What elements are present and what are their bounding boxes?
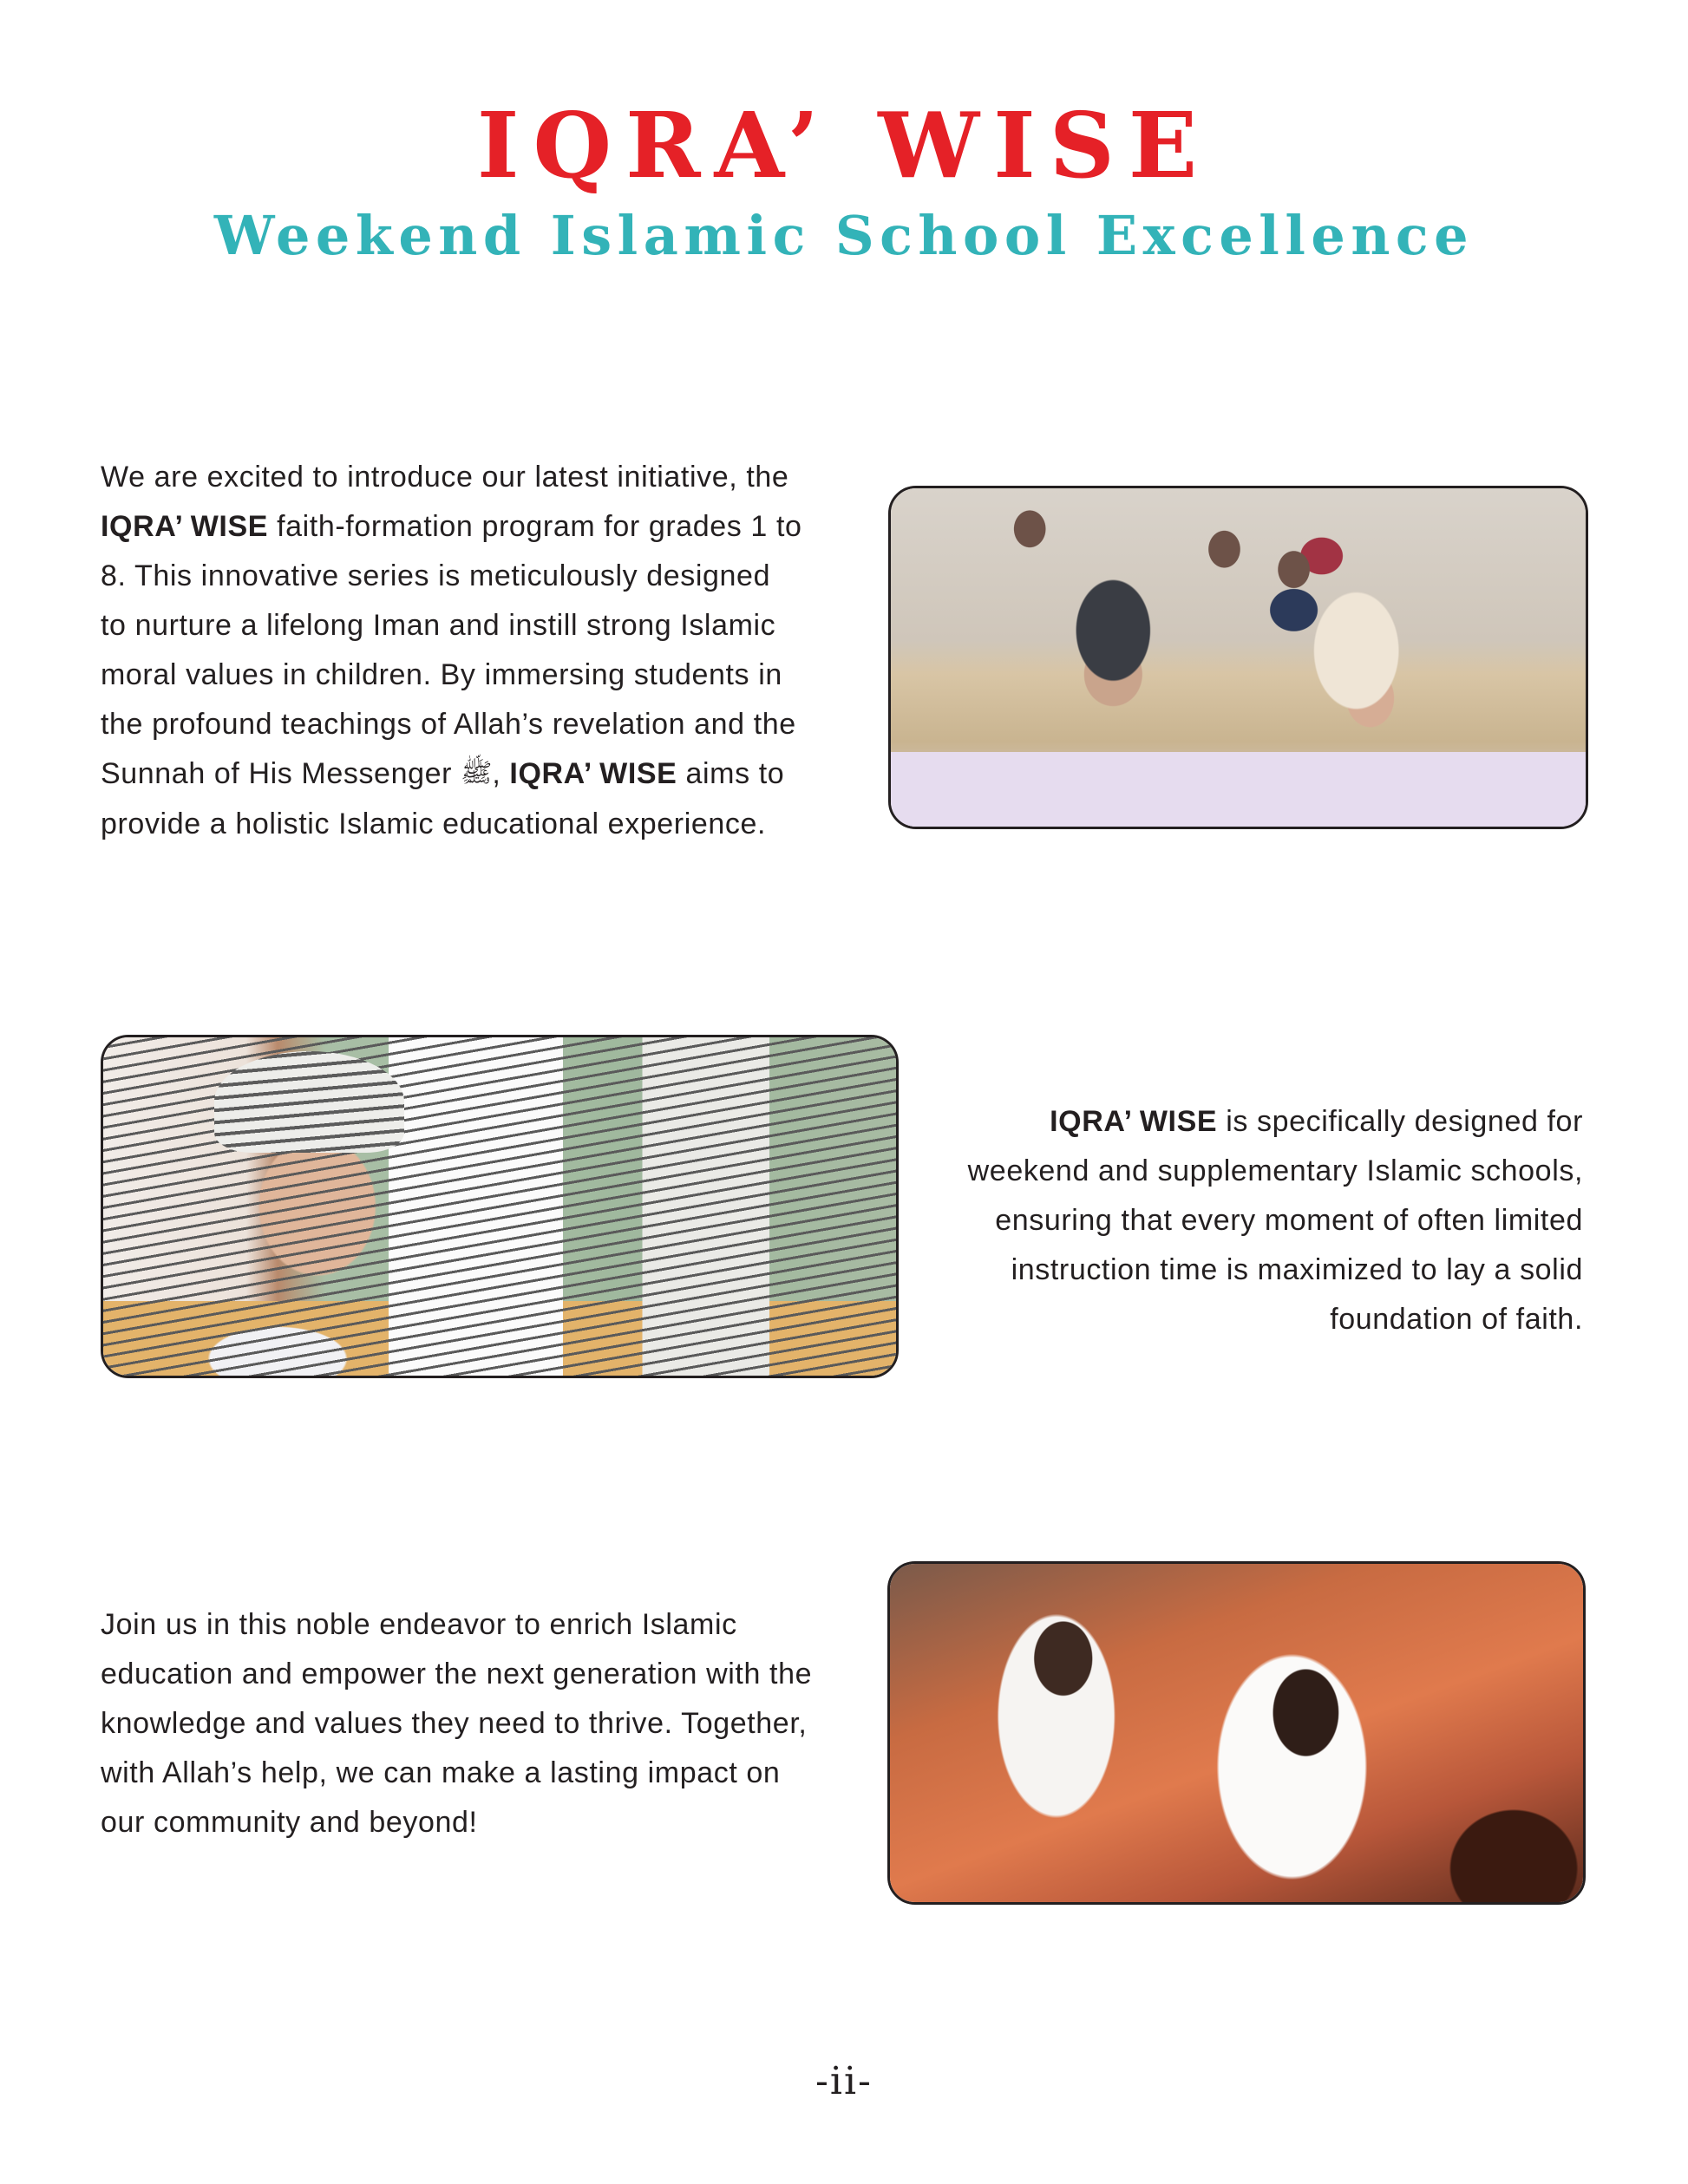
design-paragraph: [902, 1097, 1583, 1344]
text-run: aims to: [677, 757, 785, 790]
text-run: with Allah’s help, we can make a lasting impact on: [101, 1756, 781, 1789]
text-run: foundation of faith.: [1330, 1303, 1583, 1336]
paragraph-line: [101, 651, 864, 700]
boy-photo-image: [103, 1037, 896, 1376]
program-name: IQRA’ WISE: [101, 510, 269, 543]
page-subtitle: Weekend Islamic School Excellence: [213, 204, 1475, 267]
text-run: knowledge and values they need to thrive. Together,: [101, 1707, 808, 1740]
text-run: is specifically designed for: [1217, 1105, 1583, 1138]
paragraph-line: [101, 1749, 864, 1798]
text-run: faith-formation program for grades 1 to: [268, 510, 802, 543]
paragraph-line: [101, 552, 864, 601]
paragraph-line: [101, 601, 864, 651]
classroom-photo: [888, 486, 1588, 829]
text-run: to nurture a lifelong Iman and instill strong Islamic: [101, 609, 776, 642]
paragraph-line: [101, 1798, 864, 1847]
paragraph-line: [101, 1600, 864, 1650]
paragraph-line: [101, 502, 864, 552]
girls-photo: [887, 1561, 1586, 1905]
text-run: moral values in children. By immersing students in: [101, 658, 782, 691]
text-run: provide a holistic Islamic educational experience.: [101, 808, 767, 840]
classroom-photo-image: [891, 488, 1586, 827]
text-run: education and empower the next generation with the: [101, 1658, 813, 1690]
paragraph-line: [902, 1196, 1583, 1246]
page-title: IQRA’ WISE: [476, 92, 1212, 199]
girls-photo-image: [890, 1564, 1583, 1902]
text-run: We are excited to introduce our latest initiative, the: [101, 461, 789, 494]
intro-paragraph: [101, 453, 864, 849]
text-run: instruction time is maximized to lay a solid: [1011, 1253, 1583, 1286]
paragraph-line: [902, 1097, 1583, 1147]
program-name: IQRA’ WISE: [509, 757, 677, 790]
paragraph-line: [101, 700, 864, 749]
honorific-icon: ﷺ: [461, 758, 493, 788]
paragraph-line: [101, 1699, 864, 1749]
paragraph-line: [101, 800, 864, 849]
paragraph-line: [902, 1246, 1583, 1295]
text-run: 8. This innovative series is meticulously designed: [101, 559, 771, 592]
text-run: our community and beyond!: [101, 1806, 478, 1839]
paragraph-line: [101, 453, 864, 502]
text-run: weekend and supplementary Islamic schools,: [967, 1154, 1583, 1187]
text-run: ensuring that every moment of often limited: [995, 1204, 1583, 1237]
page-number: -ii-: [815, 2059, 873, 2103]
paragraph-line: [902, 1147, 1583, 1196]
text-run: Join us in this noble endeavor to enrich Islamic: [101, 1608, 737, 1641]
program-name: IQRA’ WISE: [1050, 1105, 1218, 1138]
text-run: Sunnah of His Messenger: [101, 757, 461, 790]
paragraph-line: [101, 1650, 864, 1699]
paragraph-line: [902, 1295, 1583, 1344]
text-run: ,: [492, 757, 510, 790]
boy-photo: [101, 1035, 899, 1378]
call-to-action-paragraph: [101, 1600, 864, 1847]
paragraph-line: [101, 749, 864, 800]
text-run: the profound teachings of Allah’s revelation and the: [101, 708, 796, 741]
